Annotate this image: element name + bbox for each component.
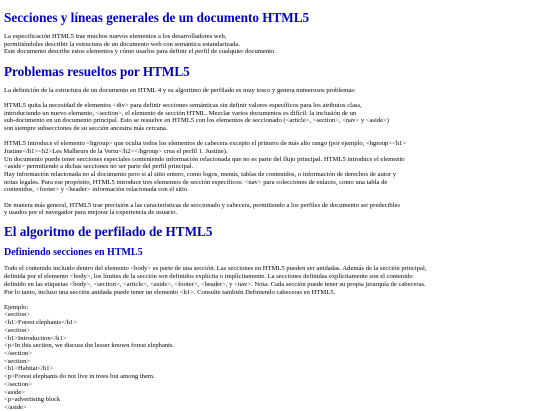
example-code: <section> <h1>Forest elephants</h1> <section> <h1>Introduction</h1> <p>In this section, we discuss the lesser known forest elephants. </section> <section> <h1>Habitat</h1> <p>Forest elephants do not live in trees but among them. </section> <aside> <p>advertising block </aside>: [4, 311, 175, 411]
problemas-paragraph-4: De manera más general, HTML5 trae precisión a las características de seccionado y cabecera, permitiendo a los perfiles de documento ser predecibles y usados por el navegador para mejorar la experiencia de usuario.: [4, 201, 400, 217]
example-label: Ejemplo:: [4, 303, 29, 311]
problemas-paragraph-3: HTML5 introduce el elemento <hgroup> que oculta todos los elementos de cabecera excepto el primero de más alto rango (por ejemplo, <hgroup><h1> Justine</h1><h2>Les Malheurs de la Vertu</h2></hgroup> crea el perfil 1. Justine). Un documento puede tener secciones especiales conteniendo información relacionada que no es parte del flujo principal. HTML5 introduce el elemento <aside> permitiendo a dichas secciones no ser parte del perfil principal. Hay información relacionada no al documento pero si al sitio entero, como logos, menús, tablas de contenidos, o información de derechos de autor y notas legales. Para ese propósito, HTML5 introduce tres elementos de sección específicos: <nav> para colecciones de enlaces, como una tabla de contenidos, <footer> y <header> información relacionada con el sitio.: [4, 140, 407, 194]
intro-paragraph: La especificación HTML5 trae muchos nuevos elementos a los desarrolladores web, permitiéndoles describir la estructura de un documento web con semántica estandarizada. Este documento describe estos elementos y cómo usarlos para definir el perfil de cualquier documento.: [4, 33, 276, 56]
definiendo-paragraph: Todo el contenido incluido dentro del elemento <body> es parte de una sección. Las secciones en HTML5 pueden ser anidadas. Además de la sección principal, definida por el elemento <body>, los límites de la sección son definidos explícita o implícitamente. La secciones definidas explícitamente son el contenido definido en las etiquetas <body>, <section>, <article>, <aside>, <footer>, <header>, y <nav>. Nota: Cada sección puede tener su propia jerarquía de cabeceras. Por lo tanto, incluso una sección anidada puede tener un elemento <h1>. Consulte también Definiendo cabeceras en HTML5.: [4, 265, 427, 296]
heading-secciones: Secciones y líneas generales de un documento HTML5: [4, 10, 310, 25]
problemas-paragraph-1: La definición de la estructura de un documento en HTML 4 y su algoritmo de perfilado es muy tosco y genera numerosos problemas:: [4, 86, 356, 94]
heading-problemas: Problemas resueltos por HTML5: [4, 63, 190, 79]
problemas-paragraph-2: HTML5 quita la necesidad de elementos <div> para definir secciones semánticas sin definir valores específicos para los atributos class, introduciendo un nuevo elemento, <section>, el elemento de sección HTML. Mezclar varios documentos es difícil: la inclusión de un sub-documento en un documento principal. Esto se resuelve en HTML5 con los elementos de seccionado (<article>, <section>, <nav> y <aside>) son siempre subsecciones de su sección ancestra más cercana.: [4, 101, 389, 132]
heading-algoritmo: El algoritmo de perfilado de HTML5: [4, 224, 213, 240]
subheading-definiendo-secciones: Definiendo secciones en HTML5: [4, 247, 143, 259]
